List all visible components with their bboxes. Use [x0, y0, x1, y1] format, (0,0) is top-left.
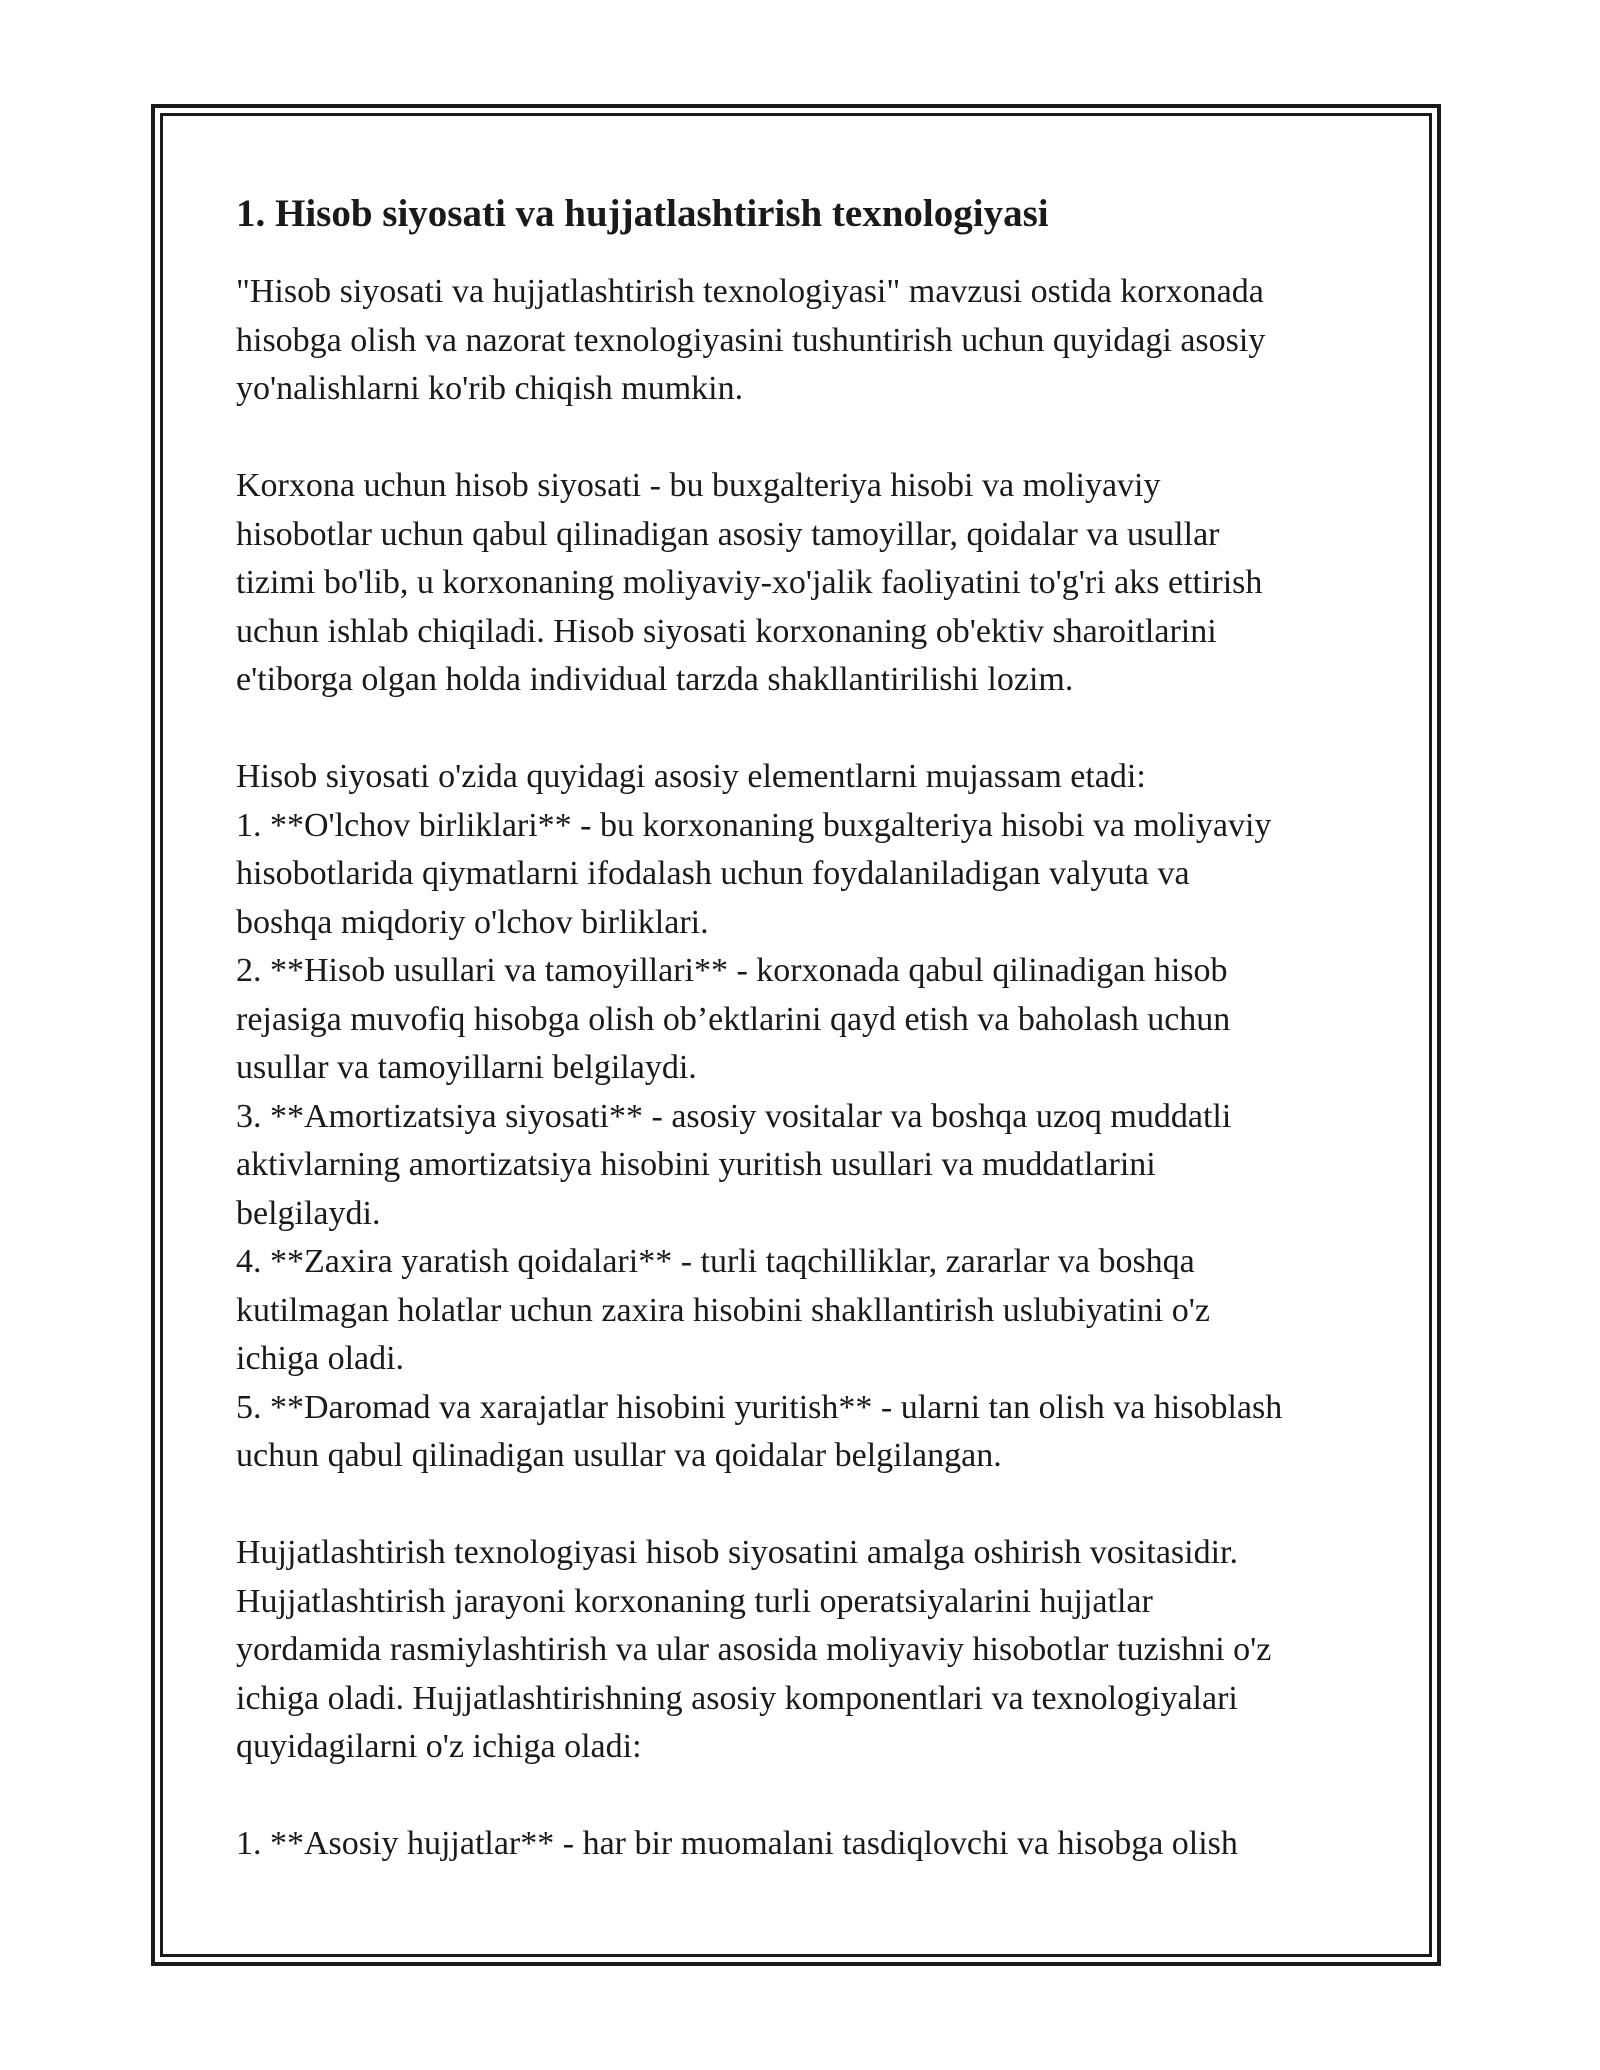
text-line: 1. **Asosiy hujjatlar** - har bir muomalani tasdiqlovchi va hisobga olish [236, 1825, 1238, 1862]
text-line: kutilmagan holatlar uchun zaxira hisobini shakllantirish uslubiyatini o'z [236, 1291, 1210, 1329]
text-line: hisobotlarida qiymatlarni ifodalash uchun foydalaniladigan valyuta va [236, 855, 1190, 892]
text-line: uchun qabul qilinadigan usullar va qoidalar belgilangan. [236, 1437, 1002, 1474]
definition-paragraph [236, 462, 1386, 705]
documentation-paragraph [236, 1529, 1386, 1772]
text-line: quyidagilarni o'z ichiga oladi: [236, 1728, 642, 1765]
text-line: ichiga oladi. [236, 1340, 405, 1377]
document-body [236, 182, 1386, 1869]
text-line: boshqa miqdoriy o'lchov birliklari. [236, 903, 709, 941]
text-line: Korxona uchun hisob siyosati - bu buxgalteriya hisobi va moliyaviy [236, 467, 1161, 504]
paragraph-gap [236, 1481, 1386, 1530]
elements-list [236, 753, 1386, 1481]
text-line: hisobga olish va nazorat texnologiyasini tushuntirish uchun quyidagi asosiy [236, 321, 1266, 359]
text-line: belgilaydi. [236, 1194, 381, 1232]
components-list [236, 1820, 1386, 1869]
text-line: usullar va tamoyillarni belgilaydi. [236, 1049, 697, 1086]
text-line: aktivlarning amortizatsiya hisobini yuritish usullari va muddatlarini [236, 1146, 1156, 1183]
section-heading: 1. Hisob siyosati va hujjatlashtirish texnologiyasi [236, 192, 1049, 235]
text-line: 5. **Daromad va xarajatlar hisobini yuritish** - ularni tan olish va hisoblash [236, 1388, 1283, 1426]
paragraph-gap [236, 1772, 1386, 1821]
intro-paragraph [236, 268, 1386, 414]
text-line: tizimi bo'lib, u korxonaning moliyaviy-xo'jalik faoliyatini to'g'ri aks ettirish [236, 564, 1263, 601]
text-line: "Hisob siyosati va hujjatlashtirish texnologiyasi" mavzusi ostida korxonada [236, 273, 1264, 310]
text-line: 4. **Zaxira yaratish qoidalari** - turli taqchilliklar, zararlar va boshqa [236, 1243, 1195, 1280]
text-line: yordamida rasmiylashtirish va ular asosida moliyaviy hisobotlar tuzishni o'z [236, 1631, 1272, 1668]
text-line: 3. **Amortizatsiya siyosati** - asosiy vositalar va boshqa uzoq muddatli [236, 1097, 1232, 1135]
text-line: rejasiga muvofiq hisobga olish ob’ektlarini qayd etish va baholash uchun [236, 1000, 1231, 1038]
text-line: Hujjatlashtirish jarayoni korxonaning turli operatsiyalarini hujjatlar [236, 1582, 1153, 1620]
text-line: Hujjatlashtirish texnologiyasi hisob siyosatini amalga oshirish vositasidir. [236, 1534, 1238, 1571]
text-line: 2. **Hisob usullari va tamoyillari** - korxonada qabul qilinadigan hisob [236, 952, 1228, 989]
text-line: e'tiborga olgan holda individual tarzda shakllantirilishi lozim. [236, 661, 1074, 698]
text-line: ichiga oladi. Hujjatlashtirishning asosiy komponentlari va texnologiyalari [236, 1679, 1238, 1717]
text-line: uchun ishlab chiqiladi. Hisob siyosati korxonaning ob'ektiv sharoitlarini [236, 612, 1217, 650]
text-line: 1. **O'lchov birliklari** - bu korxonaning buxgalteriya hisobi va moliyaviy [236, 806, 1272, 844]
paragraph-gap [236, 705, 1386, 754]
text-line: hisobotlar uchun qabul qilinadigan asosiy tamoyillar, qoidalar va usullar [236, 515, 1220, 553]
text-line: yo'nalishlarni ko'rib chiqish mumkin. [236, 370, 744, 407]
text-line: Hisob siyosati o'zida quyidagi asosiy elementlarni mujassam etadi: [236, 758, 1146, 795]
paragraph-gap [236, 414, 1386, 463]
